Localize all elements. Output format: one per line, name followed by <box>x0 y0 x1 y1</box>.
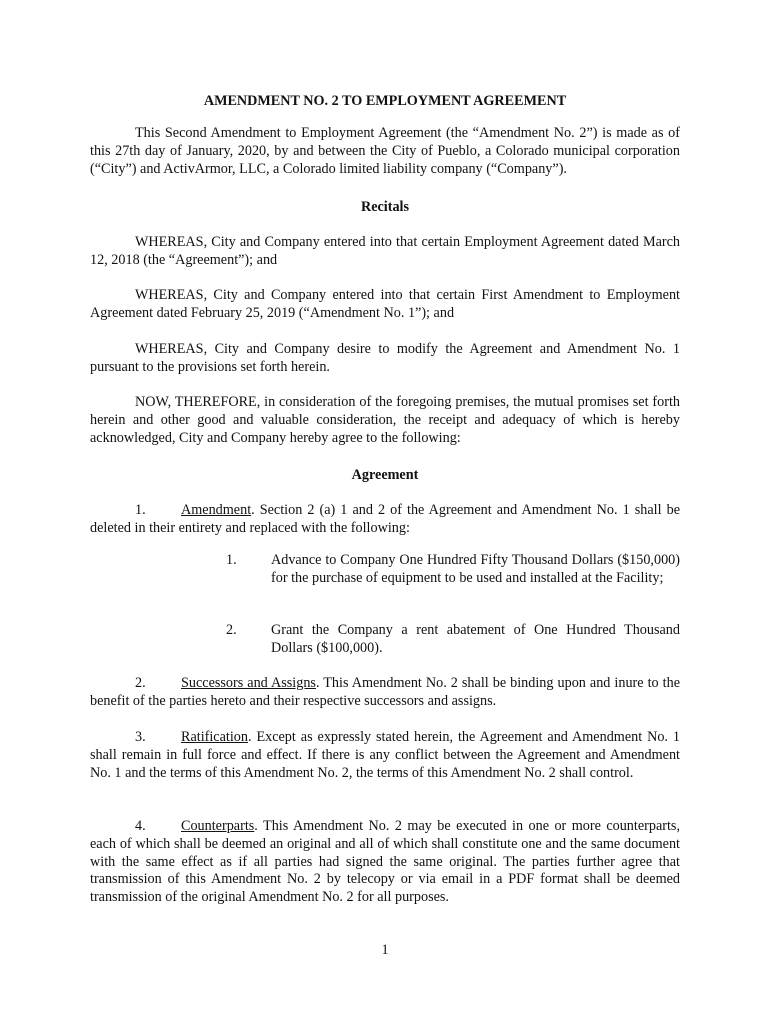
agreement-heading: Agreement <box>351 467 419 483</box>
subitem-2-number: 2. <box>226 622 237 638</box>
section-3 <box>90 729 680 782</box>
section-3-text: . Except as expressly stated herein, the Agreement and Amendment No. 1 shall remain in full force and effect. If there is any conflict between the Agreement and Amendment No. 1 and the terms of this Amendment No. 2, the terms of this Amendment No. 2 shall control. <box>90 729 680 781</box>
section-4 <box>90 818 680 907</box>
section-2-number: 2. <box>135 675 146 691</box>
intro-paragraph: This Second Amendment to Employment Agreement (the “Amendment No. 2”) is made as of this 27th day of January, 2020, by and between the City of Pueblo, a Colorado municipal corporation (“City”) and ActivArmor, LLC, a Colorado limited liability company (“Company”). <box>90 125 680 177</box>
recital-paragraph: WHEREAS, City and Company entered into that certain First Amendment to Employment Agreement dated February 25, 2019 (“Amendment No. 1”); and <box>90 287 680 321</box>
now-therefore-paragraph: NOW, THEREFORE, in consideration of the foregoing premises, the mutual promises set forth herein and other good and valuable consideration, the receipt and adequacy of which is hereby acknowledged, City and Company hereby agree to the following: <box>90 394 680 446</box>
recitals-heading: Recitals <box>360 199 410 215</box>
recital-paragraph: WHEREAS, City and Company entered into that certain Employment Agreement dated March 12, 2018 (the “Agreement”); and <box>90 234 680 268</box>
document-title: AMENDMENT NO. 2 TO EMPLOYMENT AGREEMENT <box>203 93 567 109</box>
subitem-1-text: Advance to Company One Hundred Fifty Thousand Dollars ($150,000) for the purchase of equipment to be used and installed at the Facility; <box>271 552 680 586</box>
section-1-heading: Amendment <box>181 502 252 518</box>
section-1-text: . Section 2 (a) 1 and 2 of the Agreement and Amendment No. 1 shall be deleted in their entirety and replaced with the following: <box>90 502 680 536</box>
section-1-number: 1. <box>135 502 146 518</box>
section-4-heading: Counterparts <box>181 818 255 834</box>
section-1 <box>90 502 680 538</box>
section-4-number: 4. <box>135 818 146 834</box>
subitem-1-number: 1. <box>226 552 237 568</box>
page-number: 1 <box>381 942 389 958</box>
section-4-text: . This Amendment No. 2 may be executed in one or more counterparts, each of which shall be deemed an original and all of which shall constitute one and the same document with the same effect as if all parties had signed the same original. The parties further agree that transmission of this Amendment No. 2 by telecopy or via email in a PDF format shall be deemed transmission of the original Amendment No. 2 for all purposes. <box>90 818 680 906</box>
section-3-number: 3. <box>135 729 146 745</box>
section-2 <box>90 675 680 711</box>
section-2-text: . This Amendment No. 2 shall be binding upon and inure to the benefit of the parties hereto and their respective successors and assigns. <box>90 675 680 709</box>
recital-paragraph: WHEREAS, City and Company desire to modify the Agreement and Amendment No. 1 pursuant to the provisions set forth herein. <box>90 341 680 375</box>
subitem-2-text: Grant the Company a rent abatement of One Hundred Thousand Dollars ($100,000). <box>271 622 680 656</box>
section-3-heading: Ratification <box>181 729 248 745</box>
section-2-heading: Successors and Assigns <box>181 675 316 691</box>
